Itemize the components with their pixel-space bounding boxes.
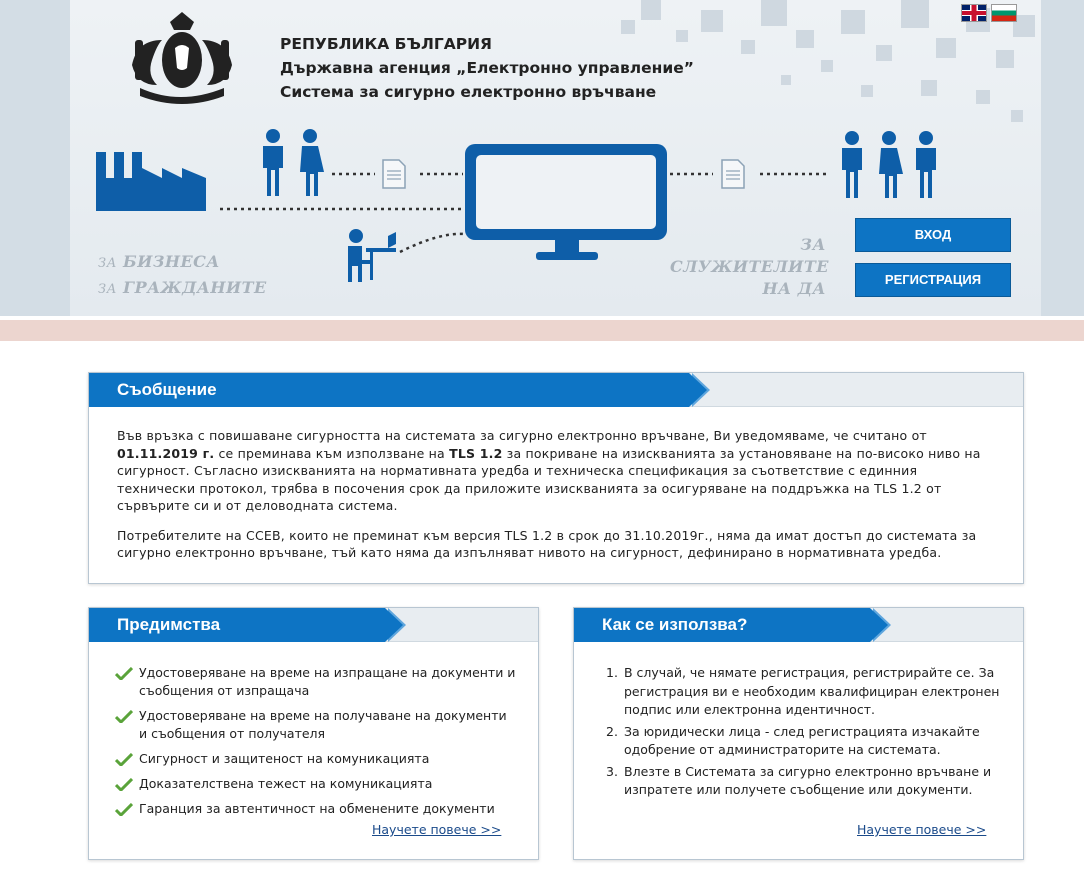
message-paragraph-1: Във връзка с повишаване сигурността на системата за сигурно електронно връчване, Ви уведомяваме, че считано от 01.11.2019 г. се преминава към използване на TLS 1.2 за покриване на изискванията за установяване на по-високо ниво на сигурност. Съгласно изискванията на нормативната уредба и техническа спецификация за съответствие с единния технически протокол, трябва в посочения срок да приложите изискванията за осигуряване на поддръжка на TLS 1.2 от сървърите си и от деловодната система. <box>117 428 981 513</box>
label-business: БИЗНЕСА <box>123 252 220 271</box>
checkmark-icon <box>115 710 133 723</box>
panel-header <box>89 608 538 642</box>
advantages-list <box>89 642 538 818</box>
message-body <box>89 407 1023 562</box>
label-for: ЗА <box>98 282 117 297</box>
list-item: Гаранция за автентичност на обменените документи <box>115 800 518 818</box>
title-line-agency: Държавна агенция „Електронно управление” <box>280 59 694 77</box>
header <box>70 0 1041 316</box>
list-item: Удостоверяване на време на получаване на документи и съобщения от получателя <box>115 707 518 743</box>
how-to-use-panel <box>573 607 1024 860</box>
message-paragraph-2: Потребителите на ССЕВ, които не преминат към версия TLS 1.2 в срок до 31.10.2019г., няма да имат достъп до системата за сигурно електронно връчване, тъй като няма да изпълняват нивото на сигурност, дефинирано в нормативната уредба. <box>117 527 977 560</box>
list-item: Доказателствена тежест на комуникацията <box>115 775 518 793</box>
message-panel <box>88 372 1024 584</box>
title-line-country: РЕПУБЛИКА БЪЛГАРИЯ <box>280 35 492 53</box>
advantages-panel <box>88 607 539 860</box>
checkmark-icon <box>115 667 133 680</box>
steps-list <box>574 642 1023 800</box>
learn-more-link[interactable]: Научете повече >> <box>372 822 502 837</box>
label-officials: СЛУЖИТЕЛИТЕ <box>670 257 829 276</box>
checkmark-icon <box>115 778 133 791</box>
list-item: Сигурност и защитеност на комуникацията <box>115 750 518 768</box>
panel-title: Как се използва? <box>574 608 870 642</box>
officials-icon <box>842 131 936 198</box>
person-at-desk-icon <box>348 229 396 282</box>
computer-monitor-icon <box>465 144 667 260</box>
label-citizens: ГРАЖДАНИТЕ <box>123 278 267 297</box>
checkmark-icon <box>115 753 133 766</box>
title-line-system: Система за сигурно електронно връчване <box>280 83 657 101</box>
citizens-icon <box>263 129 324 196</box>
list-item: Удостоверяване на време на изпращане на документи и съобщения от изпращача <box>115 664 518 700</box>
list-item: 1. В случай, че нямате регистрация, регистрирайте се. За регистрация ви е необходим квалифициран електронен подпис или електронна идентичност. <box>606 665 1000 717</box>
learn-more-link[interactable]: Научете повече >> <box>857 822 987 837</box>
divider-bar <box>0 320 1084 341</box>
factory-icon <box>96 152 206 211</box>
list-item: 2. За юридически лица - след регистрацията изчакайте одобрение от администраторите на системата. <box>606 723 980 757</box>
audience-officials <box>670 234 829 300</box>
panel-title: Предимства <box>89 608 385 642</box>
audience-business-citizens <box>98 250 267 302</box>
list-item: 3. Влезте в Системата за сигурно електронно връчване и изпратете или получете съобщение или документи. <box>606 763 992 797</box>
register-button[interactable]: РЕГИСТРАЦИЯ <box>855 263 1011 297</box>
panel-header <box>574 608 1023 642</box>
label-for: ЗА <box>800 235 826 254</box>
checkmark-icon <box>115 803 133 816</box>
login-button[interactable]: ВХОД <box>855 218 1011 252</box>
label-for: ЗА <box>98 256 117 271</box>
panel-header <box>89 373 1023 407</box>
label-of-da: НА ДА <box>762 279 826 298</box>
panel-title: Съобщение <box>89 373 689 407</box>
